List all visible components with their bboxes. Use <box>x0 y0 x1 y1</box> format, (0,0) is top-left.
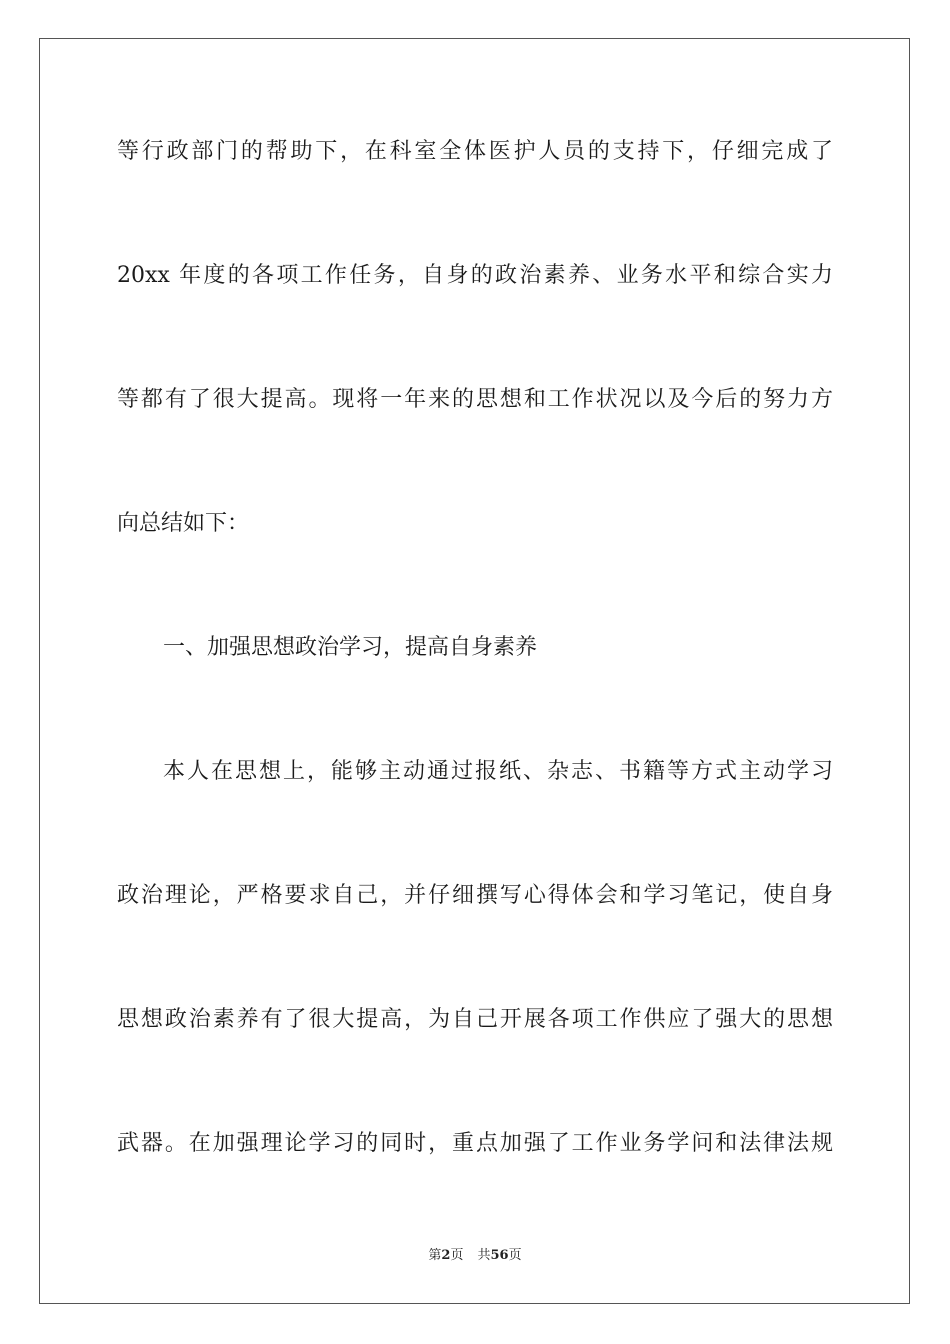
footer-total-suffix: 页 <box>508 1248 522 1263</box>
body-line-4: 向总结如下： <box>117 511 250 536</box>
body-line-1: 等行政部门的帮助下，在科室全体医护人员的支持下，仔细完成了 <box>117 139 833 164</box>
section-heading: 一、加强思想政治学习，提高自身素养 <box>163 635 538 660</box>
body-line-6: 本人在思想上，能够主动通过报纸、杂志、书籍等方式主动学习 <box>163 759 833 784</box>
body-line-2: 20xx 年度的各项工作任务，自身的政治素养、业务水平和综合实力 <box>117 263 833 288</box>
footer-total-number: 56 <box>490 1248 509 1263</box>
body-line-9: 武器。在加强理论学习的同时，重点加强了工作业务学问和法律法规 <box>117 1131 833 1156</box>
footer-page-number: 2 <box>441 1248 451 1263</box>
footer-page-suffix: 页 <box>450 1248 464 1263</box>
footer-page-prefix: 第 <box>428 1248 442 1263</box>
body-line-3: 等都有了很大提高。现将一年来的思想和工作状况以及今后的努力方 <box>117 387 833 412</box>
page-border <box>39 38 910 1304</box>
body-line-7: 政治理论，严格要求自己，并仔细撰写心得体会和学习笔记，使自身 <box>117 883 833 908</box>
body-line-8: 思想政治素养有了很大提高，为自己开展各项工作供应了强大的思想 <box>117 1007 833 1032</box>
footer-total-prefix: 共 <box>477 1248 491 1263</box>
page-footer <box>0 1247 950 1265</box>
